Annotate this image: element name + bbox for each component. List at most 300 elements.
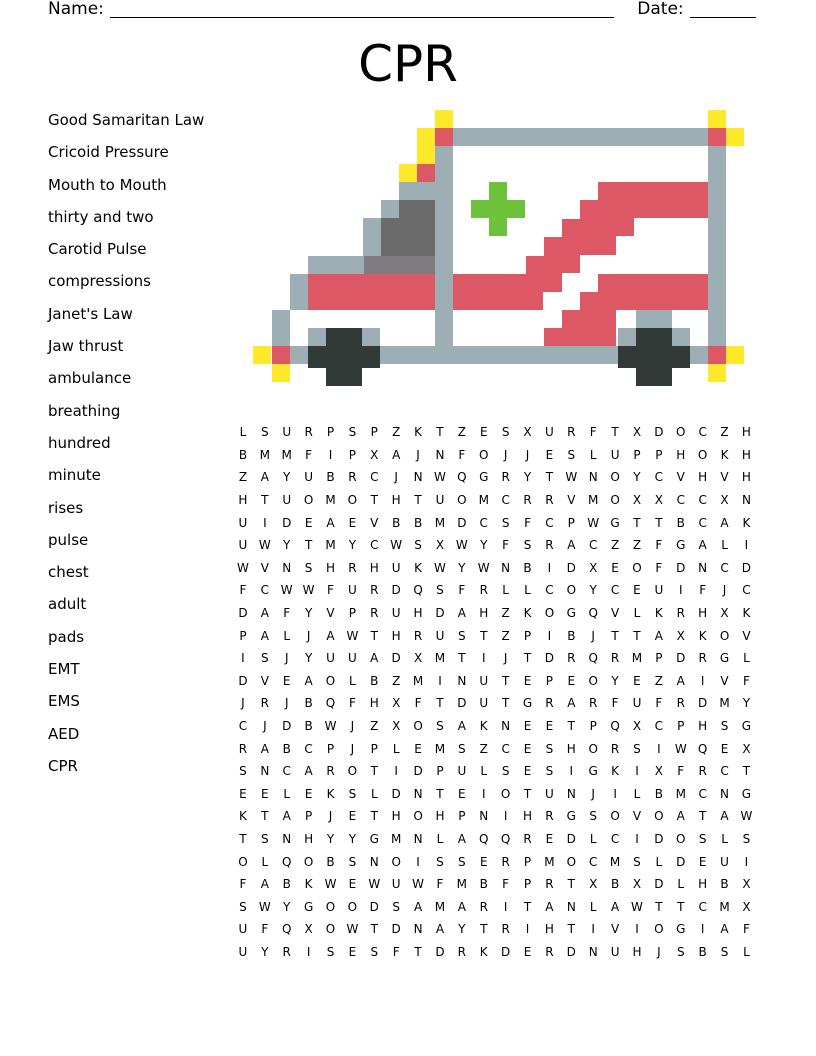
grid-cell[interactable]: E (348, 515, 357, 530)
grid-cell[interactable]: I (547, 560, 552, 575)
grid-cell[interactable]: T (480, 628, 488, 643)
grid-cell[interactable]: W (237, 560, 249, 575)
grid-cell[interactable]: C (545, 515, 554, 530)
grid-cell[interactable]: H (698, 606, 708, 621)
grid-cell[interactable]: K (414, 560, 422, 575)
grid-cell[interactable]: H (741, 425, 751, 440)
grid-cell[interactable]: U (632, 696, 642, 711)
grid-cell[interactable]: G (566, 606, 576, 621)
grid-cell[interactable]: U (282, 493, 292, 508)
grid-cell[interactable]: P (370, 741, 378, 756)
grid-cell[interactable]: S (501, 515, 510, 530)
grid-cell[interactable]: D (238, 606, 248, 621)
grid-cell[interactable]: V (610, 922, 620, 937)
grid-cell[interactable]: L (283, 786, 291, 801)
grid-cell[interactable]: Z (610, 538, 620, 553)
grid-cell[interactable]: K (479, 944, 488, 959)
grid-cell[interactable]: M (434, 515, 446, 530)
grid-cell[interactable]: W (740, 809, 753, 824)
grid-cell[interactable]: R (348, 470, 357, 485)
grid-cell[interactable]: T (633, 515, 641, 530)
grid-cell[interactable]: A (610, 899, 620, 914)
grid-cell[interactable]: M (719, 899, 730, 914)
grid-cell[interactable]: K (698, 628, 707, 643)
grid-cell[interactable]: X (632, 877, 642, 892)
grid-cell[interactable]: H (413, 606, 423, 621)
grid-cell[interactable]: O (303, 854, 314, 869)
grid-cell[interactable]: I (328, 447, 333, 462)
grid-cell[interactable]: P (370, 425, 378, 440)
grid-cell[interactable]: R (676, 696, 685, 711)
grid-cell[interactable]: M (259, 447, 271, 462)
grid-cell[interactable]: U (238, 515, 248, 530)
grid-cell[interactable]: Y (304, 606, 313, 621)
grid-cell[interactable]: S (326, 944, 335, 959)
grid-cell[interactable]: A (260, 741, 269, 756)
grid-cell[interactable]: M (456, 877, 468, 892)
grid-cell[interactable]: R (501, 922, 510, 937)
grid-cell[interactable]: R (567, 651, 576, 666)
grid-cell[interactable]: C (698, 515, 707, 530)
grid-cell[interactable]: B (304, 696, 313, 711)
grid-cell[interactable]: H (698, 877, 708, 892)
grid-cell[interactable]: F (655, 560, 663, 575)
grid-cell[interactable]: N (479, 809, 489, 824)
grid-cell[interactable]: E (348, 944, 357, 959)
grid-cell[interactable]: D (654, 425, 664, 440)
grid-cell[interactable]: I (394, 764, 398, 779)
grid-cell[interactable]: X (720, 493, 729, 508)
grid-cell[interactable]: D (457, 515, 467, 530)
grid-cell[interactable]: D (698, 696, 708, 711)
grid-cell[interactable]: M (544, 854, 555, 869)
grid-cell[interactable]: B (392, 515, 401, 530)
grid-cell[interactable]: P (348, 447, 357, 462)
grid-cell[interactable]: U (391, 877, 401, 892)
grid-cell[interactable]: V (742, 628, 751, 643)
grid-cell[interactable]: H (632, 944, 642, 959)
grid-cell[interactable]: X (654, 764, 663, 779)
grid-cell[interactable]: F (392, 944, 400, 959)
grid-cell[interactable]: W (346, 922, 359, 937)
grid-cell[interactable]: P (523, 628, 532, 643)
grid-cell[interactable]: A (720, 809, 729, 824)
grid-cell[interactable]: F (742, 922, 750, 937)
grid-cell[interactable]: L (721, 831, 728, 846)
grid-cell[interactable]: F (327, 583, 334, 598)
grid-cell[interactable]: S (436, 583, 444, 598)
grid-cell[interactable]: I (635, 922, 639, 937)
grid-cell[interactable]: A (326, 628, 335, 643)
grid-cell[interactable]: O (457, 493, 467, 508)
grid-cell[interactable]: Z (501, 606, 510, 621)
grid-cell[interactable]: N (501, 719, 511, 734)
grid-cell[interactable]: O (391, 854, 401, 869)
grid-cell[interactable]: C (654, 719, 664, 734)
grid-cell[interactable]: B (654, 786, 663, 801)
grid-cell[interactable]: I (547, 628, 552, 643)
grid-cell[interactable]: R (545, 696, 554, 711)
grid-cell[interactable]: T (436, 696, 444, 711)
grid-cell[interactable]: K (611, 764, 620, 779)
grid-cell[interactable]: A (676, 809, 685, 824)
grid-cell[interactable]: K (742, 606, 751, 621)
grid-cell[interactable]: E (304, 786, 313, 801)
grid-cell[interactable]: U (545, 425, 554, 440)
grid-cell[interactable]: A (304, 673, 313, 688)
grid-cell[interactable]: M (281, 447, 292, 462)
grid-cell[interactable]: L (589, 831, 597, 846)
grid-cell[interactable]: R (413, 628, 423, 643)
grid-cell[interactable]: H (523, 809, 533, 824)
name-blank[interactable] (110, 3, 614, 18)
grid-cell[interactable]: M (325, 538, 336, 553)
grid-cell[interactable]: S (261, 831, 269, 846)
grid-cell[interactable]: P (545, 673, 554, 688)
grid-cell[interactable]: E (523, 741, 532, 756)
grid-cell[interactable]: U (391, 606, 401, 621)
grid-cell[interactable]: H (479, 606, 489, 621)
grid-cell[interactable]: A (304, 764, 313, 779)
grid-cell[interactable]: H (369, 560, 379, 575)
grid-cell[interactable]: D (391, 583, 401, 598)
grid-cell[interactable]: N (413, 786, 423, 801)
grid-cell[interactable]: Q (479, 831, 489, 846)
grid-cell[interactable]: Y (348, 831, 357, 846)
grid-cell[interactable]: A (260, 606, 269, 621)
grid-cell[interactable]: C (589, 538, 598, 553)
grid-cell[interactable]: O (325, 899, 336, 914)
grid-cell[interactable]: U (610, 944, 620, 959)
grid-cell[interactable]: M (675, 786, 686, 801)
grid-cell[interactable]: O (654, 809, 664, 824)
grid-cell[interactable]: W (390, 538, 403, 553)
grid-cell[interactable]: W (280, 583, 293, 598)
grid-cell[interactable]: A (545, 899, 554, 914)
grid-cell[interactable]: T (567, 922, 575, 937)
grid-cell[interactable]: R (545, 493, 554, 508)
grid-cell[interactable]: U (457, 764, 467, 779)
grid-cell[interactable]: C (545, 583, 554, 598)
grid-cell[interactable]: G (588, 764, 598, 779)
grid-cell[interactable]: P (677, 719, 685, 734)
grid-cell[interactable]: T (436, 425, 444, 440)
grid-cell[interactable]: T (501, 673, 510, 688)
grid-cell[interactable]: D (676, 854, 686, 869)
grid-cell[interactable]: U (238, 538, 248, 553)
grid-cell[interactable]: Y (283, 899, 291, 914)
grid-cell[interactable]: T (611, 628, 619, 643)
grid-cell[interactable]: P (589, 719, 597, 734)
grid-cell[interactable]: R (348, 560, 357, 575)
grid-cell[interactable]: M (325, 493, 336, 508)
grid-cell[interactable]: Y (589, 583, 597, 598)
grid-cell[interactable]: J (263, 719, 267, 734)
grid-cell[interactable]: W (258, 899, 271, 914)
grid-cell[interactable]: M (588, 493, 599, 508)
grid-cell[interactable]: S (348, 854, 357, 869)
grid-cell[interactable]: Z (392, 673, 401, 688)
grid-cell[interactable]: K (239, 809, 247, 824)
grid-cell[interactable]: C (698, 425, 707, 440)
grid-cell[interactable]: N (413, 831, 423, 846)
grid-cell[interactable]: G (719, 651, 730, 666)
grid-cell[interactable]: D (435, 606, 445, 621)
grid-cell[interactable]: T (370, 493, 378, 508)
grid-cell[interactable]: P (523, 877, 532, 892)
grid-cell[interactable]: F (239, 877, 247, 892)
grid-cell[interactable]: D (369, 899, 379, 914)
grid-cell[interactable]: Y (458, 560, 466, 575)
grid-cell[interactable]: E (523, 764, 532, 779)
grid-cell[interactable]: B (282, 877, 291, 892)
grid-cell[interactable]: T (677, 899, 685, 914)
grid-cell[interactable]: H (698, 719, 708, 734)
grid-cell[interactable]: U (282, 425, 292, 440)
grid-cell[interactable]: Y (742, 696, 751, 711)
grid-cell[interactable]: X (654, 493, 663, 508)
grid-cell[interactable]: O (632, 560, 642, 575)
grid-cell[interactable]: J (503, 651, 508, 666)
grid-cell[interactable]: J (591, 786, 595, 801)
grid-cell[interactable]: I (700, 673, 705, 688)
grid-cell[interactable]: C (610, 583, 620, 598)
grid-cell[interactable]: F (524, 515, 531, 530)
grid-cell[interactable]: U (479, 673, 489, 688)
grid-cell[interactable]: W (674, 741, 687, 756)
grid-cell[interactable]: D (566, 560, 576, 575)
grid-cell[interactable]: H (391, 809, 401, 824)
grid-cell[interactable]: Q (697, 741, 708, 756)
grid-cell[interactable]: I (700, 922, 705, 937)
grid-cell[interactable]: C (720, 560, 729, 575)
grid-cell[interactable]: J (394, 470, 398, 485)
grid-cell[interactable]: Y (283, 470, 291, 485)
grid-cell[interactable]: Y (261, 944, 269, 959)
grid-cell[interactable]: Z (720, 425, 729, 440)
grid-cell[interactable]: X (413, 651, 423, 666)
grid-cell[interactable]: G (741, 786, 752, 801)
grid-cell[interactable]: Q (325, 696, 336, 711)
grid-cell[interactable]: N (413, 922, 423, 937)
grid-cell[interactable]: T (458, 651, 466, 666)
grid-cell[interactable]: N (501, 560, 511, 575)
grid-cell[interactable]: R (282, 944, 291, 959)
grid-cell[interactable]: H (741, 447, 751, 462)
grid-cell[interactable]: V (567, 493, 576, 508)
grid-cell[interactable]: Z (654, 673, 663, 688)
grid-cell[interactable]: G (369, 831, 379, 846)
grid-cell[interactable]: U (479, 696, 489, 711)
grid-cell[interactable]: F (458, 447, 466, 462)
grid-cell[interactable]: M (434, 741, 446, 756)
date-blank[interactable] (690, 3, 756, 18)
grid-cell[interactable]: Z (632, 538, 642, 553)
grid-cell[interactable]: P (567, 515, 575, 530)
grid-cell[interactable]: D (282, 719, 292, 734)
grid-cell[interactable]: S (545, 764, 554, 779)
grid-cell[interactable]: U (720, 854, 729, 869)
grid-cell[interactable]: E (611, 560, 619, 575)
grid-cell[interactable]: Y (283, 538, 291, 553)
grid-cell[interactable]: T (523, 899, 532, 914)
grid-cell[interactable]: E (523, 944, 532, 959)
grid-cell[interactable]: R (479, 899, 488, 914)
grid-cell[interactable]: U (391, 560, 401, 575)
grid-cell[interactable]: L (349, 673, 356, 688)
grid-cell[interactable]: R (567, 425, 576, 440)
grid-cell[interactable]: Q (588, 606, 598, 621)
grid-cell[interactable]: D (676, 651, 686, 666)
grid-cell[interactable]: B (676, 515, 685, 530)
grid-cell[interactable]: O (719, 628, 730, 643)
grid-cell[interactable]: C (260, 583, 270, 598)
grid-cell[interactable]: B (479, 877, 488, 892)
grid-cell[interactable]: R (545, 944, 554, 959)
grid-cell[interactable]: W (434, 560, 446, 575)
grid-cell[interactable]: D (741, 560, 752, 575)
grid-cell[interactable]: X (589, 877, 598, 892)
grid-cell[interactable]: O (347, 899, 358, 914)
grid-cell[interactable]: C (742, 583, 751, 598)
grid-cell[interactable]: I (613, 786, 617, 801)
grid-cell[interactable]: T (655, 515, 663, 530)
grid-cell[interactable]: G (676, 922, 686, 937)
grid-cell[interactable]: C (501, 493, 510, 508)
grid-cell[interactable]: F (502, 877, 510, 892)
grid-cell[interactable]: U (435, 628, 445, 643)
grid-cell[interactable]: W (324, 877, 337, 892)
grid-cell[interactable]: B (720, 877, 729, 892)
grid-cell[interactable]: L (743, 651, 750, 666)
grid-cell[interactable]: Y (480, 538, 488, 553)
grid-cell[interactable]: R (589, 696, 598, 711)
grid-cell[interactable]: K (742, 515, 751, 530)
grid-cell[interactable]: S (633, 741, 641, 756)
grid-cell[interactable]: K (654, 606, 663, 621)
grid-cell[interactable]: Y (348, 538, 357, 553)
grid-cell[interactable]: F (305, 447, 313, 462)
grid-cell[interactable]: A (567, 538, 576, 553)
grid-cell[interactable]: X (742, 877, 751, 892)
grid-cell[interactable]: K (326, 786, 335, 801)
grid-cell[interactable]: A (260, 628, 269, 643)
grid-cell[interactable]: E (348, 809, 357, 824)
grid-cell[interactable]: H (304, 831, 314, 846)
grid-cell[interactable]: I (438, 673, 442, 688)
grid-cell[interactable]: S (720, 719, 729, 734)
grid-cell[interactable]: Z (392, 425, 401, 440)
grid-cell[interactable]: S (458, 741, 466, 756)
grid-cell[interactable]: S (304, 560, 313, 575)
grid-cell[interactable]: A (720, 922, 729, 937)
grid-cell[interactable]: T (261, 809, 269, 824)
grid-cell[interactable]: S (567, 447, 576, 462)
grid-cell[interactable]: Z (501, 628, 510, 643)
grid-cell[interactable]: L (589, 899, 597, 914)
grid-cell[interactable]: L (436, 831, 444, 846)
grid-cell[interactable]: T (414, 493, 422, 508)
grid-cell[interactable]: Y (523, 470, 532, 485)
grid-cell[interactable]: R (238, 741, 248, 756)
grid-cell[interactable]: H (544, 922, 554, 937)
grid-cell[interactable]: M (609, 854, 621, 869)
grid-cell[interactable]: B (413, 515, 423, 530)
grid-cell[interactable]: O (697, 447, 708, 462)
grid-cell[interactable]: F (655, 696, 663, 711)
grid-cell[interactable]: N (413, 470, 423, 485)
grid-cell[interactable]: J (241, 696, 245, 711)
grid-cell[interactable]: P (655, 651, 663, 666)
grid-cell[interactable]: R (326, 764, 335, 779)
grid-cell[interactable]: P (523, 854, 532, 869)
grid-cell[interactable]: R (260, 696, 269, 711)
grid-cell[interactable]: T (545, 470, 554, 485)
grid-cell[interactable]: S (261, 651, 269, 666)
grid-cell[interactable]: U (610, 447, 620, 462)
grid-cell[interactable]: N (588, 470, 598, 485)
grid-cell[interactable]: T (304, 538, 313, 553)
grid-cell[interactable]: R (523, 493, 532, 508)
grid-cell[interactable]: N (457, 673, 467, 688)
grid-cell[interactable]: C (304, 741, 313, 756)
grid-cell[interactable]: R (545, 877, 554, 892)
grid-cell[interactable]: A (676, 673, 685, 688)
grid-cell[interactable]: L (239, 425, 247, 440)
grid-cell[interactable]: S (370, 944, 379, 959)
grid-cell[interactable]: I (635, 764, 639, 779)
grid-cell[interactable]: W (434, 470, 446, 485)
grid-cell[interactable]: R (610, 651, 620, 666)
grid-cell[interactable]: R (370, 606, 379, 621)
grid-cell[interactable]: A (457, 719, 466, 734)
grid-cell[interactable]: T (414, 944, 422, 959)
grid-cell[interactable]: F (611, 696, 619, 711)
grid-cell[interactable]: E (545, 447, 554, 462)
grid-cell[interactable]: P (436, 764, 444, 779)
grid-cell[interactable]: S (392, 899, 400, 914)
grid-cell[interactable]: N (741, 493, 751, 508)
word-search-grid[interactable] (232, 421, 757, 963)
grid-cell[interactable]: W (477, 560, 490, 575)
grid-cell[interactable]: W (324, 719, 337, 734)
grid-cell[interactable]: U (238, 944, 248, 959)
grid-cell[interactable]: E (698, 854, 707, 869)
grid-cell[interactable]: F (502, 538, 510, 553)
grid-cell[interactable]: B (370, 673, 379, 688)
grid-cell[interactable]: U (326, 651, 335, 666)
grid-cell[interactable]: I (503, 809, 508, 824)
grid-cell[interactable]: O (588, 673, 598, 688)
grid-cell[interactable]: T (370, 764, 378, 779)
grid-cell[interactable]: N (282, 560, 292, 575)
grid-cell[interactable]: A (720, 515, 729, 530)
grid-cell[interactable]: H (391, 493, 401, 508)
grid-cell[interactable]: S (458, 854, 466, 869)
grid-cell[interactable]: F (261, 922, 269, 937)
grid-cell[interactable]: A (370, 651, 379, 666)
grid-cell[interactable]: W (631, 899, 643, 914)
grid-cell[interactable]: F (436, 877, 444, 892)
grid-cell[interactable]: C (610, 831, 620, 846)
grid-cell[interactable]: X (370, 447, 379, 462)
grid-cell[interactable]: N (588, 944, 598, 959)
grid-cell[interactable]: C (238, 719, 248, 734)
grid-cell[interactable]: S (436, 719, 444, 734)
grid-cell[interactable]: W (455, 538, 468, 553)
grid-cell[interactable]: C (479, 515, 488, 530)
grid-cell[interactable]: H (435, 809, 445, 824)
